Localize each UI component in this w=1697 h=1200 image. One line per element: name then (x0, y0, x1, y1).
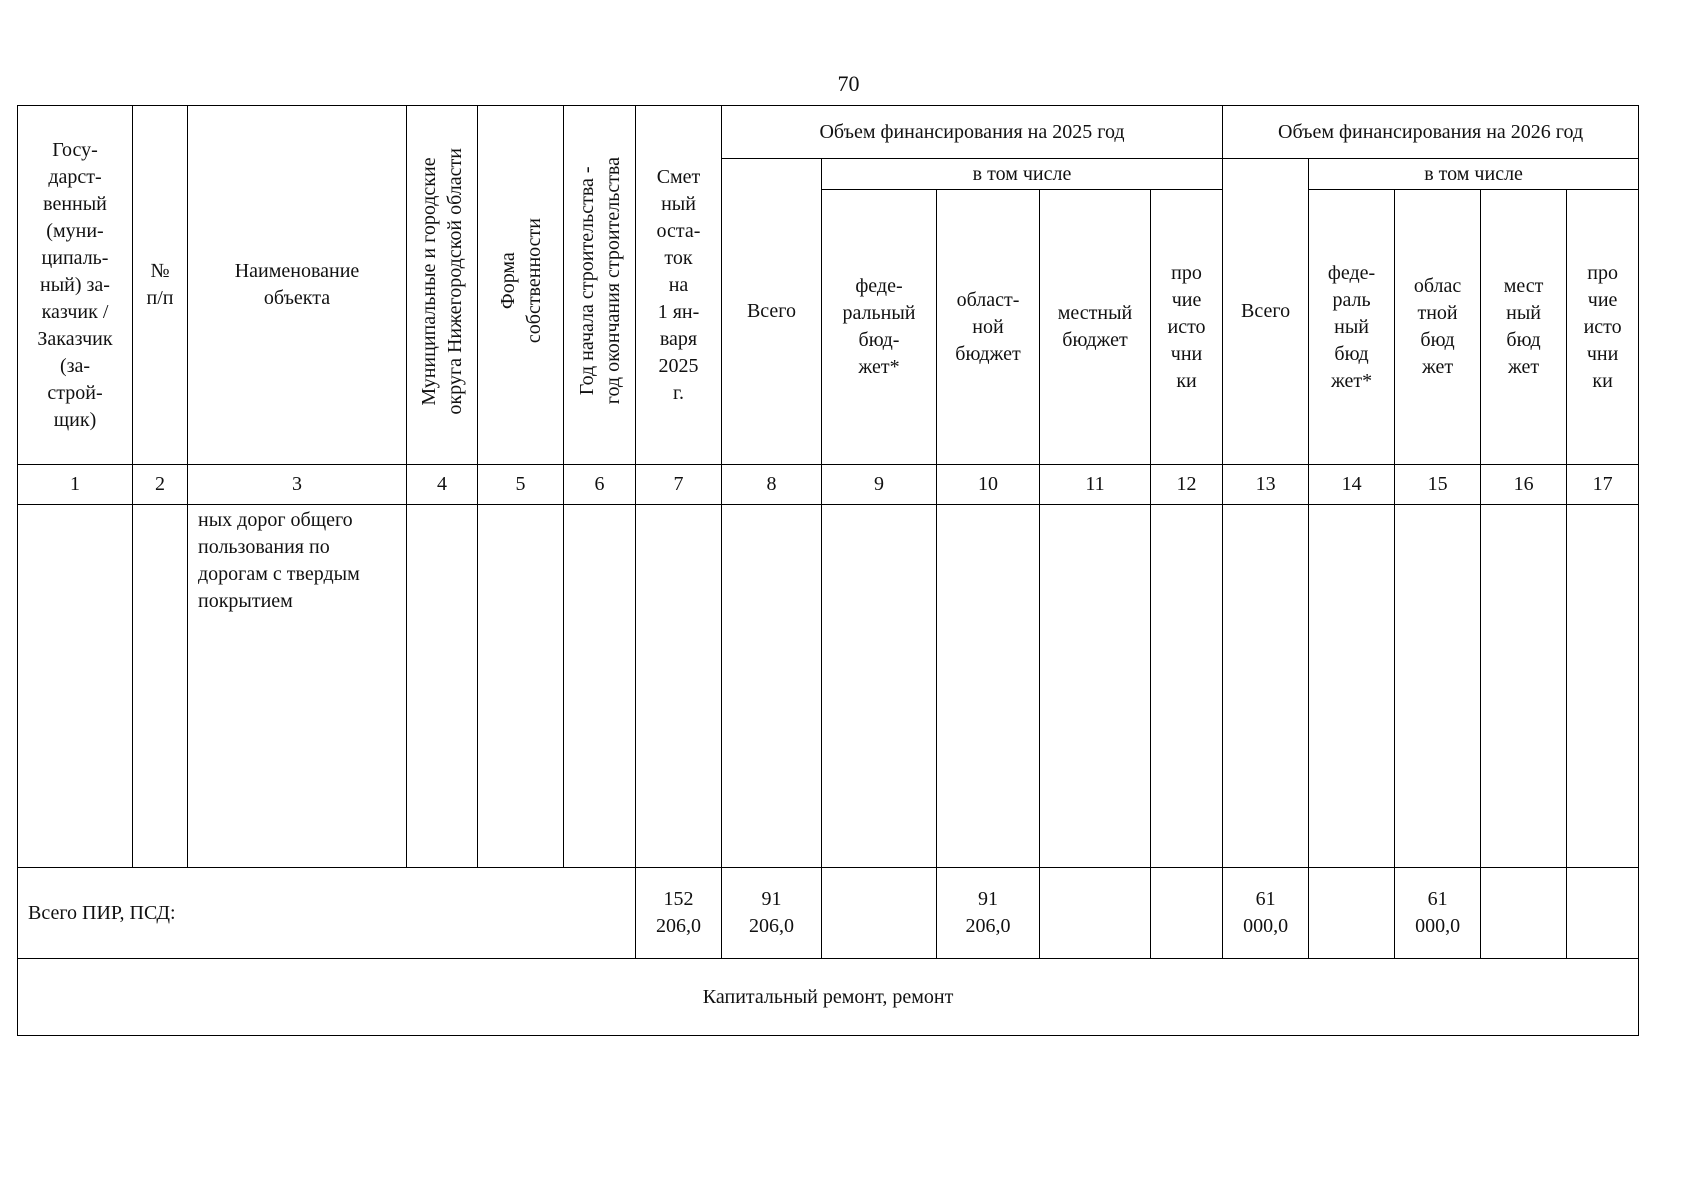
financing-table (17, 105, 1639, 1036)
column-number: 6 (564, 465, 636, 505)
header-including-2025: в том числе (822, 159, 1223, 190)
header-customer: Госу- дарст- венный (муни- ципаль- ный) за- казчик / Заказчик (за- строй- щик) (18, 106, 133, 465)
column-number: 14 (1309, 465, 1395, 505)
column-number: 13 (1223, 465, 1309, 505)
cell-empty (1481, 505, 1567, 868)
total-label: Всего ПИР, ПСД: (18, 868, 636, 959)
total-2025: 91 206,0 (722, 868, 822, 959)
column-number: 4 (407, 465, 478, 505)
cell-empty (636, 505, 722, 868)
column-number: 9 (822, 465, 937, 505)
cell-empty (722, 505, 822, 868)
header-fin-2026: Объем финансирования на 2026 год (1223, 106, 1639, 159)
object-name-cell: ных дорог общего пользования по дорогам с твердым покрытием (188, 505, 407, 868)
total-fed-2026 (1309, 868, 1395, 959)
header-total-2026: Всего (1223, 159, 1309, 465)
header-estimate-balance: Смет ный оста- ток на 1 ян- варя 2025 г. (636, 106, 722, 465)
header-fin-2025: Объем финансирования на 2025 год (722, 106, 1223, 159)
total-oth-2025 (1151, 868, 1223, 959)
header-reg-2026: облас тной бюд жет (1395, 190, 1481, 465)
header-fed-2025: феде- ральный бюд- жет* (822, 190, 937, 465)
total-reg-2026: 61 000,0 (1395, 868, 1481, 959)
cell-empty (1567, 505, 1639, 868)
cell-empty (407, 505, 478, 868)
header-total-2025: Всего (722, 159, 822, 465)
column-number: 15 (1395, 465, 1481, 505)
section-row (18, 959, 1639, 1036)
column-number: 11 (1040, 465, 1151, 505)
header-fed-2026: феде- раль ный бюд жет* (1309, 190, 1395, 465)
column-number: 1 (18, 465, 133, 505)
header-row-1 (18, 106, 1639, 159)
column-number: 10 (937, 465, 1040, 505)
cell-empty (1395, 505, 1481, 868)
total-loc-2026 (1481, 868, 1567, 959)
header-loc-2025: местный бюджет (1040, 190, 1151, 465)
cell-empty (822, 505, 937, 868)
header-num: № п/п (133, 106, 188, 465)
page-number: 70 (837, 71, 860, 96)
column-number: 3 (188, 465, 407, 505)
column-number: 16 (1481, 465, 1567, 505)
total-loc-2025 (1040, 868, 1151, 959)
cell-empty (564, 505, 636, 868)
total-reg-2025: 91 206,0 (937, 868, 1040, 959)
header-years: Год начала строительства - год окончания строительства (564, 106, 636, 465)
column-number: 7 (636, 465, 722, 505)
total-2026: 61 000,0 (1223, 868, 1309, 959)
table-row-continuation (18, 505, 1639, 868)
cell-empty (1223, 505, 1309, 868)
header-reg-2025: област- ной бюджет (937, 190, 1040, 465)
header-oth-2026: про чие исто чни ки (1567, 190, 1639, 465)
column-number: 12 (1151, 465, 1223, 505)
column-number: 5 (478, 465, 564, 505)
column-number-row (18, 465, 1639, 505)
cell-empty (133, 505, 188, 868)
header-loc-2026: мест ный бюд жет (1481, 190, 1567, 465)
header-object-name: Наименование объекта (188, 106, 407, 465)
header-including-2026: в том числе (1309, 159, 1639, 190)
cell-empty (1040, 505, 1151, 868)
cell-empty (18, 505, 133, 868)
total-fed-2025 (822, 868, 937, 959)
section-heading: Капитальный ремонт, ремонт (18, 959, 1639, 1036)
column-number: 17 (1567, 465, 1639, 505)
column-number: 2 (133, 465, 188, 505)
header-oth-2025: про чие исто чни ки (1151, 190, 1223, 465)
column-number: 8 (722, 465, 822, 505)
cell-empty (478, 505, 564, 868)
cell-empty (937, 505, 1040, 868)
total-oth-2026 (1567, 868, 1639, 959)
total-row (18, 868, 1639, 959)
header-ownership: Форма собственности (478, 106, 564, 465)
cell-empty (1151, 505, 1223, 868)
header-municipalities: Муниципальные и городские округа Нижегородской области (407, 106, 478, 465)
total-estimate-balance: 152 206,0 (636, 868, 722, 959)
cell-empty (1309, 505, 1395, 868)
